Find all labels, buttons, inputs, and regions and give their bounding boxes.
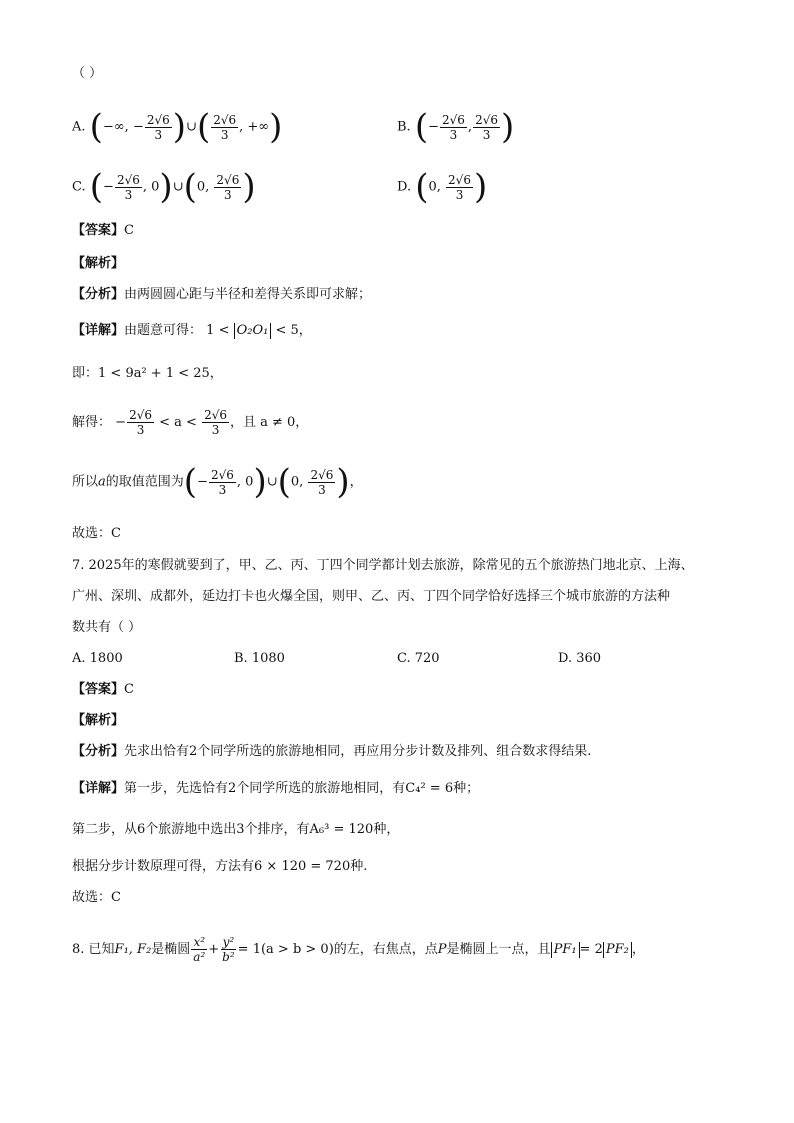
q6-option-c[interactable]: C. (− $\frac{2√6}{3}$ , 0)∪(0, $\frac{2√6}{3}$ ) bbox=[72, 167, 256, 207]
neg-inf: −∞, bbox=[102, 119, 129, 135]
q7-fenxi: 【分析】先求出恰有2个同学所选的旅游地相同，再应用分步计数及排列、组合数求得结果. bbox=[72, 744, 592, 759]
union-sign: ∪ bbox=[186, 119, 197, 135]
q8-stem: 8. 已知F₁, F₂是椭圆 $\frac{\text{x²}}{\text{a²}}$ + $\frac{\text{y²}}{\text{b²}}$ = 1(a > b > 0)的左，右焦点，点P是椭圆上一点，且 PF₁ = 2 PF₂ ， bbox=[72, 935, 645, 964]
q7-answer: 【答案】C bbox=[72, 682, 134, 697]
q6-detail: 【详解】由题意可得： 1 < O₂O₁ < 5， bbox=[72, 323, 312, 338]
q7-option-b[interactable]: B. 1080 bbox=[234, 651, 285, 666]
q7-line1: 7. 2025年的寒假就要到了，甲、乙、丙、丁四个同学都计划去旅游，除常见的五个旅游热门地北京、上海、 bbox=[72, 558, 694, 573]
q6-jiede: 解得： − $\frac{2√6}{3}$ < a < $\frac{2√6}{3}$ ，且 a ≠ 0， bbox=[72, 408, 309, 437]
q6-option-a[interactable]: A. (−∞, − $\frac{2√6}{3}$ )∪( $\frac{2√6}{3}$ , +∞) bbox=[72, 107, 283, 147]
q7-guxuan: 故选：C bbox=[72, 890, 121, 905]
fraction: $\frac{2√6}{3}$ bbox=[146, 112, 170, 142]
q6-suoyi: 所以a的取值范围为(− $\frac{2√6}{3}$ , 0)∪(0, $\frac{2√6}{3}$ )， bbox=[72, 462, 363, 502]
q7-detail: 【详解】第一步，先选恰有2个同学所选的旅游地相同，有C₄² = 6种； bbox=[72, 781, 480, 796]
q6-option-b[interactable]: B. (− $\frac{2√6}{3}$ , $\frac{2√6}{3}$ ) bbox=[397, 107, 515, 147]
q7-line2: 广州、深圳、成都外，延边打卡也火爆全国，则甲、乙、丙、丁四个同学恰好选择三个城市旅游的方法种 bbox=[72, 589, 671, 604]
q6-guxuan: 故选：C bbox=[72, 526, 121, 541]
option-label: A. bbox=[72, 119, 86, 135]
fraction-x: $\frac{\text{x²}}{\text{a²}}$ bbox=[193, 935, 206, 964]
option-label: D. bbox=[397, 179, 412, 195]
fraction: $\frac{2√6}{3}$ bbox=[216, 172, 240, 202]
fraction-y: $\frac{\text{y²}}{\text{b²}}$ bbox=[222, 935, 235, 964]
fraction: $\frac{2√6}{3}$ bbox=[475, 112, 498, 142]
fraction: $\frac{2√6}{3}$ bbox=[442, 112, 465, 142]
q7-line3: 数共有（ ） bbox=[72, 620, 142, 635]
q7-option-d[interactable]: D. 360 bbox=[558, 651, 602, 666]
q7-step2: 第二步，从6个旅游地中选出3个排序，有A₆³ = 120种， bbox=[72, 822, 400, 837]
option-label: C. bbox=[72, 179, 86, 195]
fraction: $\frac{2√6}{3}$ bbox=[310, 467, 334, 497]
fraction: $\frac{2√6}{3}$ bbox=[116, 172, 140, 202]
q6-analysis-tag: 【解析】 bbox=[72, 256, 125, 271]
q6-paren: （ ） bbox=[72, 66, 103, 81]
q7-option-c[interactable]: C. 720 bbox=[397, 651, 440, 666]
q7-option-a[interactable]: A. 1800 bbox=[72, 651, 123, 666]
fraction: $\frac{2√6}{3}$ bbox=[129, 408, 152, 437]
q7-analysis-tag: 【解析】 bbox=[72, 713, 125, 728]
q6-fenxi: 【分析】由两圆圆心距与半径和差得关系即可求解； bbox=[72, 287, 372, 302]
fraction: $\frac{2√6}{3}$ bbox=[213, 112, 237, 142]
pos-inf: , +∞ bbox=[239, 119, 270, 135]
minus-sign: − bbox=[132, 119, 144, 135]
fraction: $\frac{2√6}{3}$ bbox=[448, 172, 471, 202]
q6-ji: 即：1 < 9a² + 1 < 25， bbox=[72, 366, 223, 381]
q6-answer: 【答案】C bbox=[72, 223, 134, 238]
option-label: B. bbox=[397, 119, 411, 135]
q6-option-d[interactable]: D. (0, $\frac{2√6}{3}$ ) bbox=[397, 167, 488, 207]
fraction: $\frac{2√6}{3}$ bbox=[204, 408, 227, 437]
q7-step3: 根据分步计数原理可得，方法有6 × 120 = 720种. bbox=[72, 859, 368, 874]
fraction: $\frac{2√6}{3}$ bbox=[210, 467, 234, 497]
